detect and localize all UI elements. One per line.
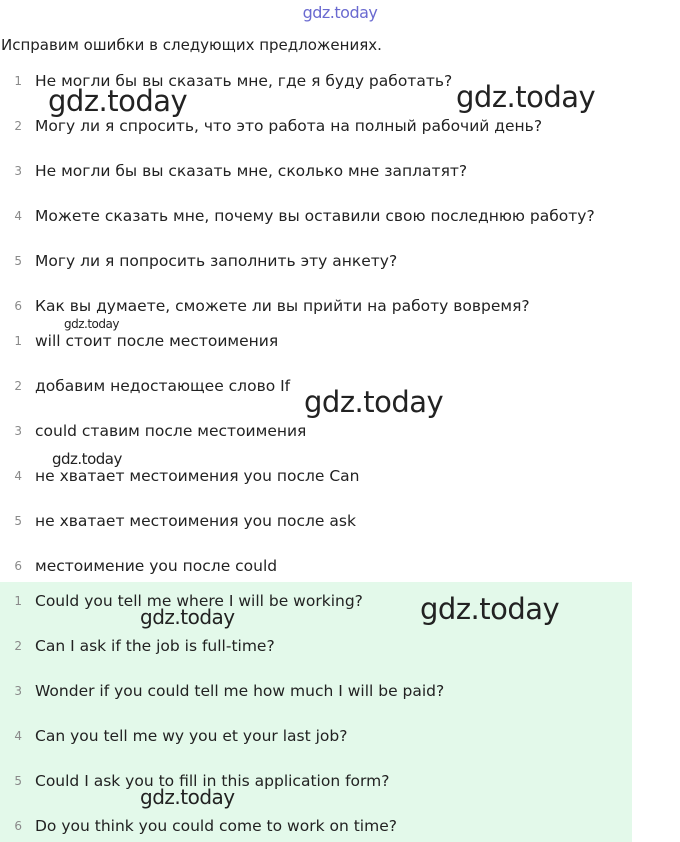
watermark: gdz.today — [52, 450, 122, 468]
item-number: 1 — [14, 594, 22, 608]
item-text: will стоит после местоимения — [35, 332, 279, 350]
list-item — [0, 294, 530, 318]
item-text: Can I ask if the job is full-time? — [35, 637, 275, 655]
item-text: Can you tell me wy you et your last job? — [35, 727, 348, 745]
list-item — [0, 419, 306, 443]
task-intro: Исправим ошибки в следующих предложениях. — [1, 36, 382, 54]
list-item — [0, 634, 275, 658]
item-text: Could you tell me where I will be working? — [35, 592, 363, 610]
site-header-watermark: gdz.today — [302, 3, 378, 22]
item-text: не хватает местоимения you после ask — [35, 512, 356, 530]
item-text: Не могли бы вы сказать мне, сколько мне заплатят? — [35, 162, 468, 180]
item-text: не хватает местоимения you после Can — [35, 467, 360, 485]
item-text: Могу ли я спросить, что это работа на полный рабочий день? — [35, 117, 543, 135]
watermark: gdz.today — [456, 80, 596, 114]
list-item — [0, 159, 467, 183]
list-item — [0, 509, 356, 533]
item-number: 3 — [14, 424, 22, 438]
item-text: Wonder if you could tell me how much I will be paid? — [35, 682, 445, 700]
list-item — [0, 679, 444, 703]
item-text: Можете сказать мне, почему вы оставили свою последнюю работу? — [35, 207, 595, 225]
list-item — [0, 724, 347, 748]
item-number: 2 — [14, 119, 22, 133]
item-text: добавим недостающее слово If — [35, 377, 291, 395]
item-text: местоимение you после could — [35, 557, 278, 575]
watermark: gdz.today — [140, 605, 235, 629]
list-item — [0, 249, 397, 273]
item-number: 6 — [14, 559, 22, 573]
watermark: gdz.today — [304, 385, 444, 419]
list-item — [0, 554, 277, 578]
watermark: gdz.today — [48, 84, 188, 118]
item-number: 5 — [14, 514, 22, 528]
item-number: 5 — [14, 774, 22, 788]
item-number: 2 — [14, 379, 22, 393]
list-item — [0, 204, 595, 228]
list-item — [0, 329, 278, 353]
list-item — [0, 374, 290, 398]
watermark: gdz.today — [64, 317, 119, 331]
item-text: could ставим после местоимения — [35, 422, 307, 440]
item-number: 6 — [14, 819, 22, 833]
item-text: Не могли бы вы сказать мне, где я буду работать? — [35, 72, 453, 90]
watermark: gdz.today — [140, 785, 235, 809]
item-number: 4 — [14, 729, 22, 743]
item-number: 2 — [14, 639, 22, 653]
item-text: Как вы думаете, сможете ли вы прийти на работу вовремя? — [35, 297, 530, 315]
item-number: 6 — [14, 299, 22, 313]
item-number: 5 — [14, 254, 22, 268]
item-number: 3 — [14, 684, 22, 698]
item-number: 1 — [14, 334, 22, 348]
list-item — [0, 814, 397, 838]
item-text: Do you think you could come to work on time? — [35, 817, 397, 835]
item-number: 1 — [14, 74, 22, 88]
item-text: Могу ли я попросить заполнить эту анкету? — [35, 252, 398, 270]
item-number: 3 — [14, 164, 22, 178]
item-number: 4 — [14, 209, 22, 223]
item-text: Could I ask you to fill in this application form? — [35, 772, 390, 790]
watermark: gdz.today — [420, 592, 560, 626]
item-number: 4 — [14, 469, 22, 483]
